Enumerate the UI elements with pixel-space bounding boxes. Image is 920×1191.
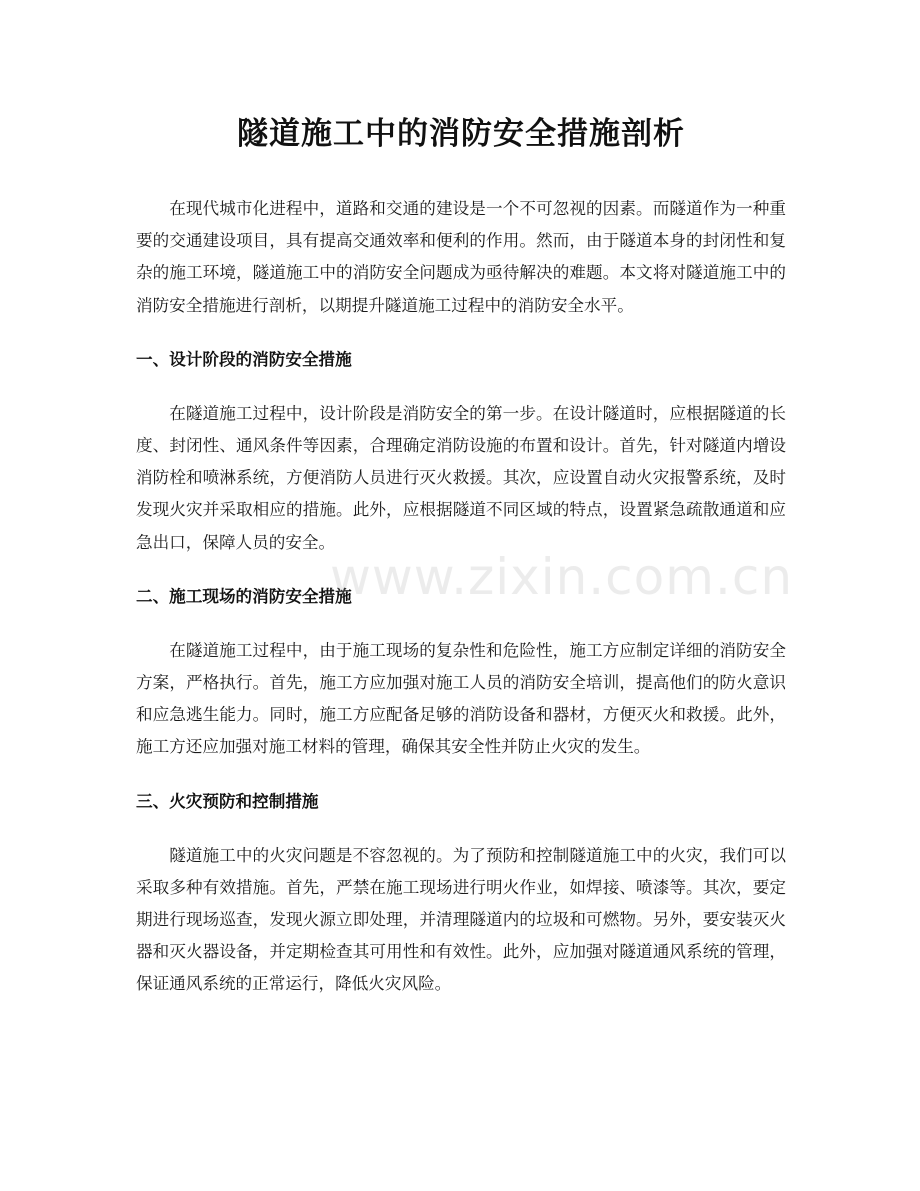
section-heading-fire-prevention: 三、火灾预防和控制措施 bbox=[136, 791, 319, 811]
section-body-site: 在隧道施工过程中，由于施工现场的复杂性和危险性，施工方应制定详细的消防安全方案，严格执行。首先，施工方应加强对施工人员的消防安全培训，提高他们的防火意识和应急逃生能力。同时，施工方应配备足够的消防设备和器材，方便灭火和救援。此外，施工方还应加强对施工材料的管理，确保其安全性并防止火灾的发生。 bbox=[136, 640, 786, 757]
section-body-fire-prevention: 隧道施工中的火灾问题是不容忽视的。为了预防和控制隧道施工中的火灾，我们可以采取多种有效措施。首先，严禁在施工现场进行明火作业，如焊接、喷漆等。其次，要定期进行现场巡查，发现火源立即处理，并清理隧道内的垃圾和可燃物。另外，要安装灭火器和灭火器设备，并定期检查其可用性和有效性。此外，应加强对隧道通风系统的管理，保证通风系统的正常运行，降低火灾风险。 bbox=[136, 845, 786, 994]
section-body-design: 在隧道施工过程中，设计阶段是消防安全的第一步。在设计隧道时，应根据隧道的长度、封闭性、通风条件等因素，合理确定消防设施的布置和设计。首先，针对隧道内增设消防栓和喷淋系统，方便消防人员进行灭火救援。其次，应设置自动火灾报警系统，及时发现火灾并采取相应的措施。此外，应根据隧道不同区域的特点，设置紧急疏散通道和应急出口，保障人员的安全。 bbox=[136, 403, 786, 552]
watermark: www.zixin.com.cn bbox=[330, 548, 794, 606]
section-heading-design: 一、设计阶段的消防安全措施 bbox=[136, 349, 352, 369]
intro-paragraph: 在现代城市化进程中，道路和交通的建设是一个不可忽视的因素。而隧道作为一种重要的交通建设项目，具有提高交通效率和便利的作用。然而，由于隧道本身的封闭性和复杂的施工环境，隧道施工中的消防安全问题成为亟待解决的难题。本文将对隧道施工中的消防安全措施进行剖析，以期提升隧道施工过程中的消防安全水平。 bbox=[136, 199, 786, 315]
document-title: 隧道施工中的消防安全措施剖析 bbox=[237, 116, 685, 152]
section-heading-site: 二、施工现场的消防安全措施 bbox=[136, 586, 352, 606]
